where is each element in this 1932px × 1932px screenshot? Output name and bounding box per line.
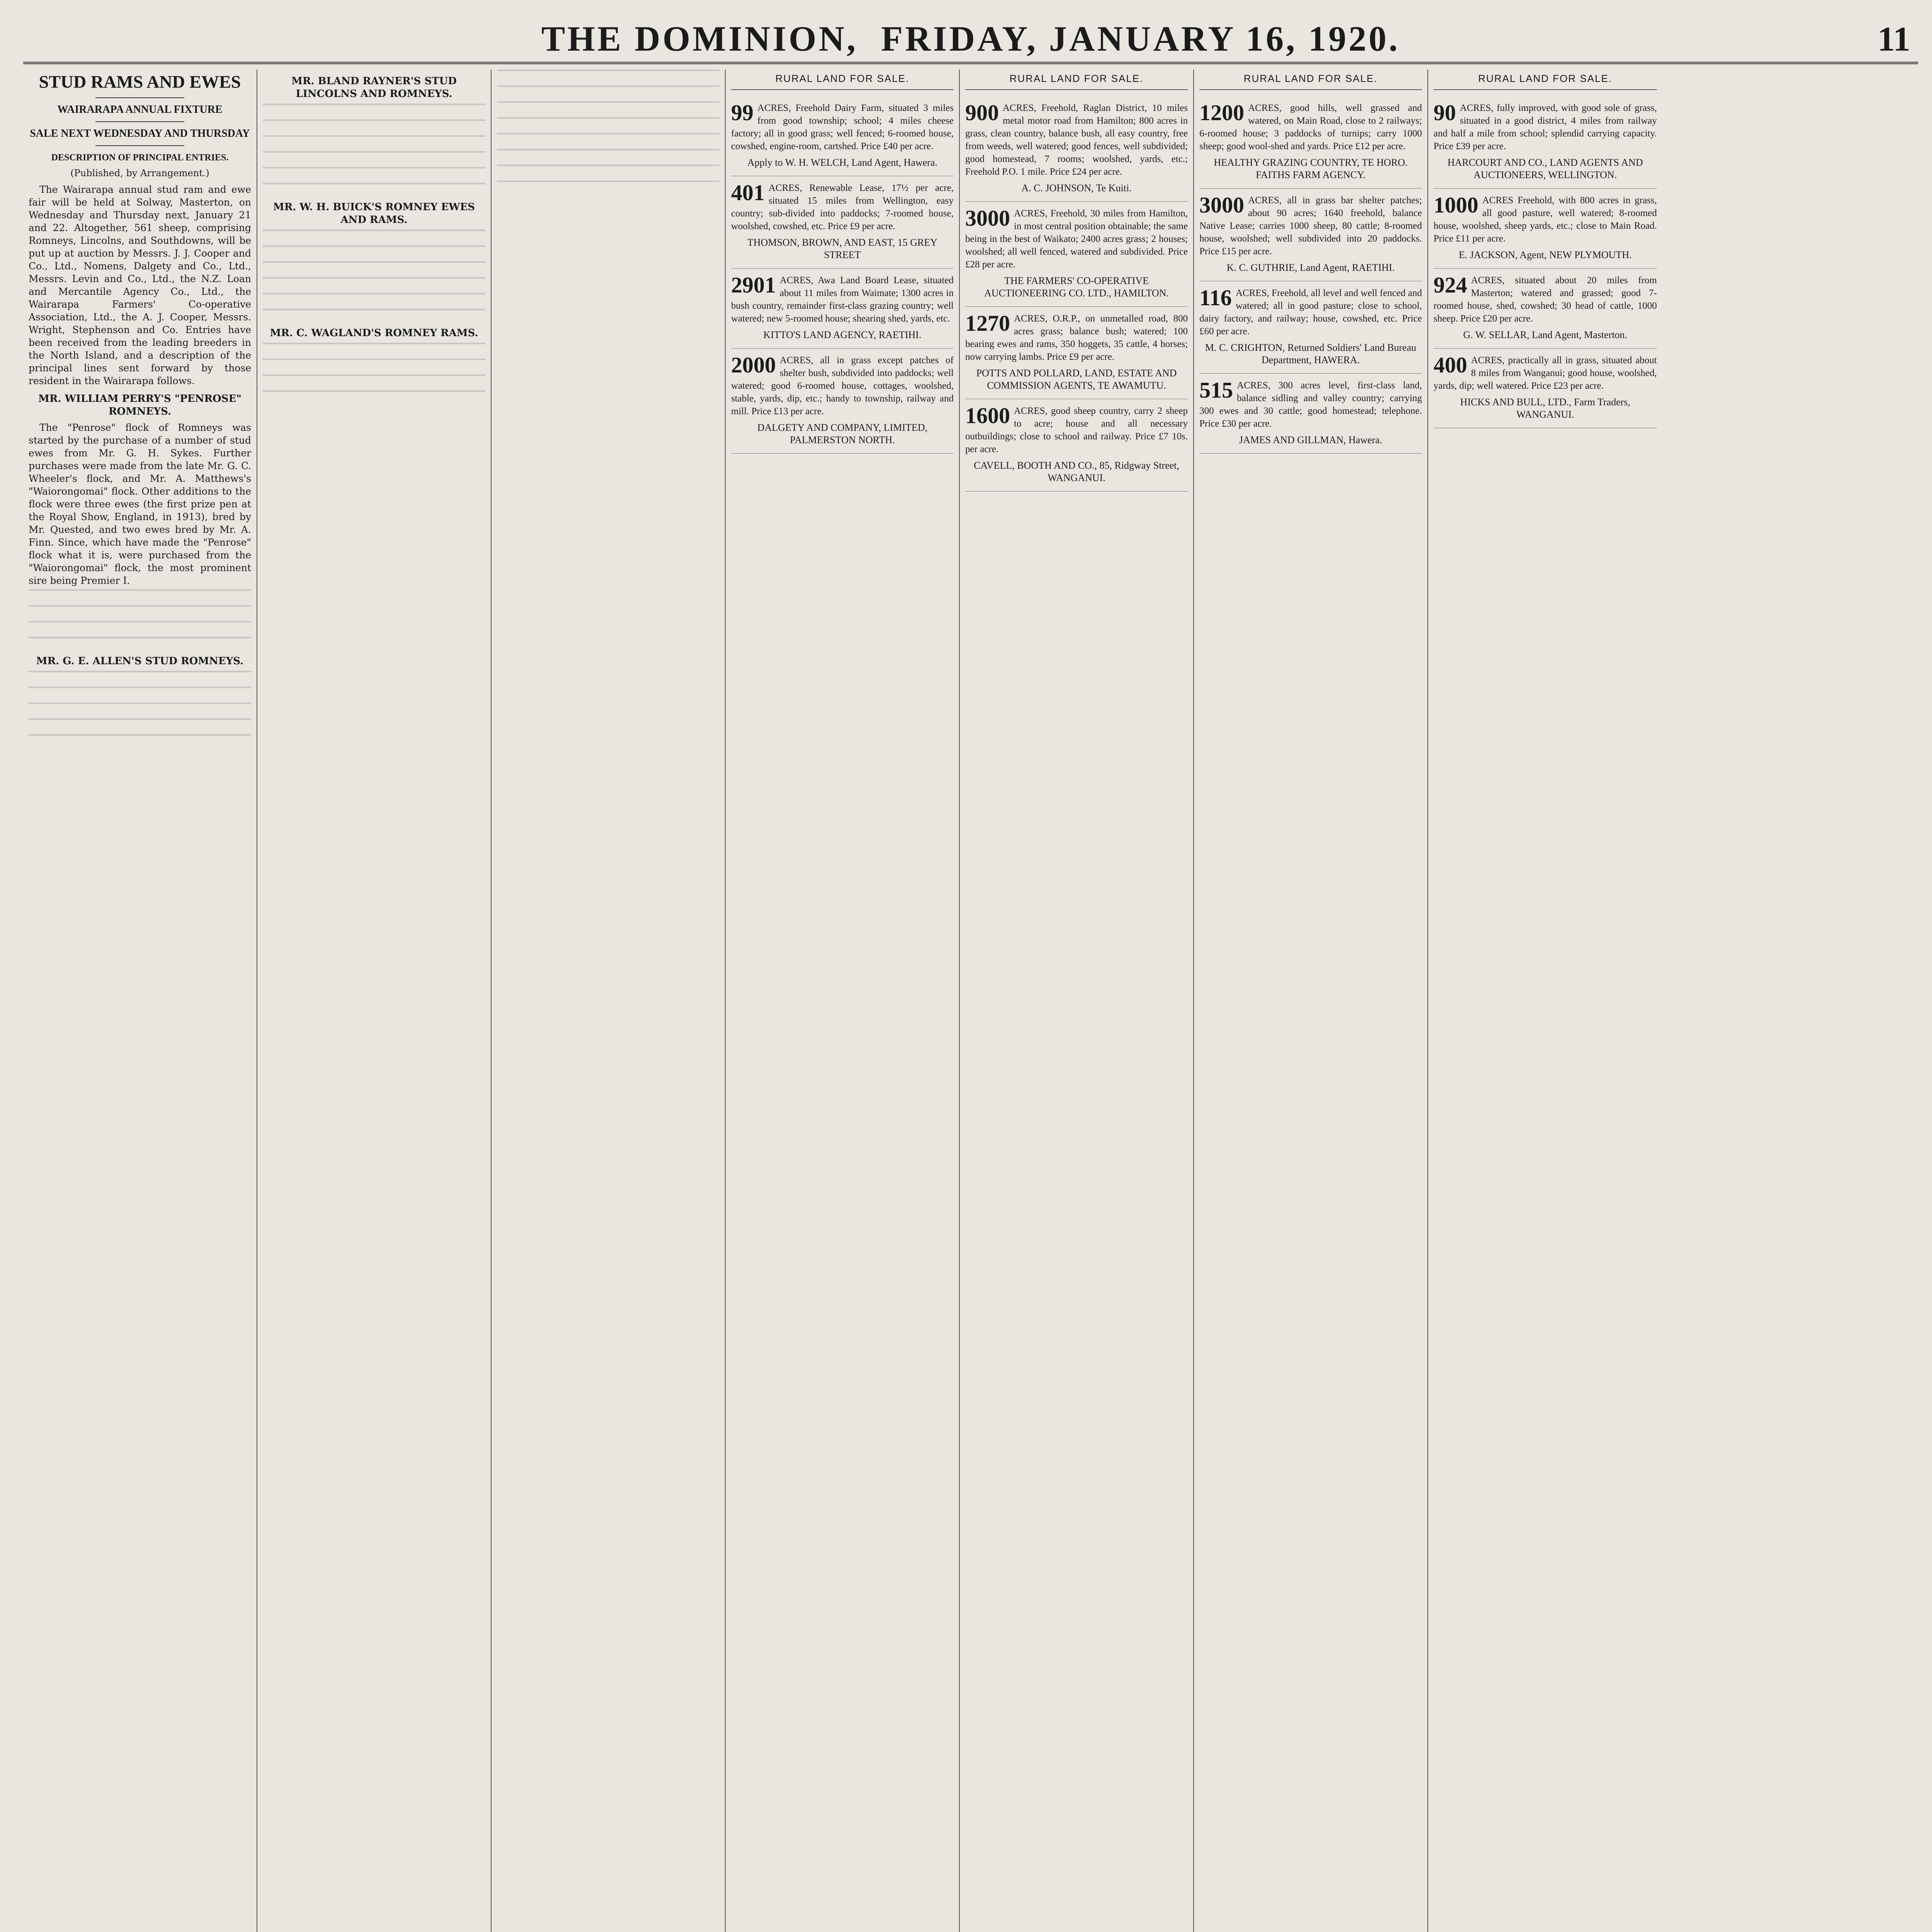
- land-ad: [731, 176, 954, 269]
- masthead-title: [541, 18, 1400, 59]
- land-ad: [731, 349, 954, 454]
- ad-text: ACRES, Freehold, Raglan District, 10 miles metal motor road from Hamilton; 800 acres in grass, clean country, balance bush, all easy country, free from weeds, well watered; good fences, well subdivided; good homestead, 7 rooms; woolshed, yards, etc.; Freehold P.O. 1 mile. Price £24 per acre.: [965, 103, 1188, 177]
- ad-agent: CAVELL, BOOTH AND CO., 85, Ridgway Street, WANGANUI.: [974, 460, 1179, 483]
- ad-acreage: 900: [965, 100, 999, 125]
- masthead: [23, 15, 1918, 64]
- page-columns: [23, 70, 1918, 1932]
- ad-text: ACRES, Awa Land Board Lease, situated about 11 miles from Waimate; 1300 acres in bush country, remainder first-class grazing country; well watered; new 5-roomed house; shearing shed, yards, etc.: [731, 275, 954, 324]
- ad-agent: JAMES AND GILLMAN, Hawera.: [1239, 434, 1383, 446]
- column-heading: RURAL LAND FOR SALE.: [965, 70, 1188, 90]
- ad-text: ACRES, 300 acres level, first-class land, balance sidling and valley country; carrying 300 ewes and 30 cattle; good homestead; telephone. Price £30 per acre.: [1199, 380, 1422, 429]
- ad-text: ACRES, fully improved, with good sole of grass, situated in a good district, 4 miles from railway and half a mile from school; splendid carrying capacity. Price £39 per acre.: [1434, 103, 1657, 151]
- article-subhead: SALE NEXT WEDNESDAY AND THURSDAY: [30, 128, 250, 139]
- land-ad: [1434, 189, 1657, 269]
- land-ad: [1434, 349, 1657, 428]
- ad-agent: KITTO'S LAND AGENCY, RAETIHI.: [763, 329, 922, 340]
- paper-name: THE DOMINION,: [541, 19, 858, 58]
- article-section-heading: MR. WILLIAM PERRY'S "PENROSE" ROMNEYS.: [38, 393, 242, 417]
- ad-acreage: 116: [1199, 285, 1232, 310]
- article-continuation-column-2: [492, 70, 726, 1932]
- article-section-heading: MR. W. H. BUICK'S ROMNEY EWES AND RAMS.: [273, 201, 475, 226]
- newspaper-page: [23, 15, 1918, 1932]
- article-continuation-column: [257, 70, 492, 1932]
- land-ad: [1199, 96, 1422, 189]
- ad-acreage: 400: [1434, 352, 1467, 378]
- ad-text: ACRES, good hills, well grassed and watered, on Main Road, close to 2 railways; 6-roomed house; 3 paddocks of turnips; carry 1000 sheep; good wool-shed and yards. Price £12 per acre.: [1199, 103, 1422, 151]
- ad-acreage: 2901: [731, 272, 776, 298]
- ad-acreage: 515: [1199, 378, 1233, 403]
- classified-column-4: [1428, 70, 1662, 1932]
- ad-agent: M. C. CRIGHTON, Returned Soldiers' Land Bureau Department, HAWERA.: [1205, 342, 1417, 366]
- ad-agent: THOMSON, BROWN, AND EAST, 15 GREY STREET: [747, 237, 938, 260]
- ad-agent: Apply to W. H. WELCH, Land Agent, Hawera.: [747, 157, 937, 168]
- page-number: 11: [1877, 20, 1910, 58]
- ad-agent: POTTS AND POLLARD, LAND, ESTATE AND COMMISSION AGENTS, TE AWAMUTU.: [976, 367, 1177, 391]
- ad-acreage: 401: [731, 180, 765, 205]
- ad-text: ACRES, situated about 20 miles from Masterton; watered and grassed; good 7-roomed house, shed, cowshed; 30 head of cattle, 1000 sheep. Price £20 per acre.: [1434, 275, 1657, 324]
- column-heading: RURAL LAND FOR SALE.: [1434, 70, 1657, 90]
- ad-agent: THE FARMERS' CO-OPERATIVE AUCTIONEERING CO. LTD., HAMILTON.: [984, 275, 1169, 299]
- ad-acreage: 1200: [1199, 100, 1244, 125]
- ad-acreage: 1270: [965, 311, 1010, 336]
- article-continuation: [263, 75, 485, 403]
- land-ad: [731, 269, 954, 349]
- classified-column-1: [726, 70, 960, 1932]
- column-heading: RURAL LAND FOR SALE.: [731, 70, 954, 90]
- land-ad: [731, 96, 954, 176]
- ad-text: ACRES, all in grass except patches of shelter bush, subdivided into paddocks; well watered; good 6-roomed house, cottages, woolshed, stable, yards, dip, etc.; handy to township, railway and mill. Price £13 per acre.: [731, 355, 954, 417]
- ad-agent: HEALTHY GRAZING COUNTRY, TE HORO. FAITHS FARM AGENCY.: [1214, 157, 1408, 180]
- ad-agent: G. W. SELLAR, Land Agent, Masterton.: [1463, 329, 1628, 340]
- ad-acreage: 3000: [965, 206, 1010, 231]
- land-ad: [965, 202, 1188, 307]
- article-deck: DESCRIPTION OF PRINCIPAL ENTRIES.: [51, 153, 229, 163]
- ad-acreage: 1600: [965, 403, 1010, 428]
- land-ad: [1434, 269, 1657, 349]
- article-byline: (Published, by Arrangement.): [70, 168, 209, 179]
- ad-agent: E. JACKSON, Agent, NEW PLYMOUTH.: [1459, 249, 1632, 260]
- ad-text: ACRES, Freehold, 30 miles from Hamilton, in most central position obtainable; the same being in the best of Waikato; 2400 acres grass; 2 houses; woolshed; all well fenced, watered and subdivided. Price £28 per acre.: [965, 208, 1188, 270]
- ad-text: ACRES, O.R.P., on unmetalled road, 800 acres grass; balance bush; watered; 100 bearing ewes and rams, 350 hoggets, 35 cattle, 4 horses; now carrying lambs. Price £9 per acre.: [965, 313, 1188, 362]
- ad-acreage: 3000: [1199, 192, 1244, 218]
- land-ad: [1434, 96, 1657, 189]
- land-ad: [1199, 189, 1422, 281]
- ad-acreage: 924: [1434, 272, 1467, 298]
- ad-agent: HARCOURT AND CO., LAND AGENTS AND AUCTIONEERS, WELLINGTON.: [1447, 157, 1643, 180]
- ad-acreage: 1000: [1434, 192, 1478, 218]
- article-body: [29, 183, 251, 747]
- ad-agent: K. C. GUTHRIE, Land Agent, RAETIHI.: [1226, 262, 1395, 273]
- article-column: [23, 70, 257, 1932]
- land-ad: [1199, 281, 1422, 374]
- ad-agent: DALGETY AND COMPANY, LIMITED, PALMERSTON NORTH.: [757, 422, 928, 446]
- ad-text: ACRES, Freehold Dairy Farm, situated 3 miles from good township; school; 4 miles cheese factory; all in good grass; well fenced; 6-roomed house, cowshed, engine-room, cartshed. Price £40 per acre.: [731, 103, 954, 151]
- land-ad: [965, 399, 1188, 492]
- article-headline: STUD RAMS AND EWES: [39, 72, 241, 92]
- article-section-heading: MR. C. WAGLAND'S ROMNEY RAMS.: [270, 327, 478, 339]
- ad-text: ACRES, Freehold, all level and well fenced and watered; all in good pasture; close to school, dairy factory, and railway; house, cowshed, etc. Price £60 per acre.: [1199, 288, 1422, 337]
- article-section-heading: MR. BLAND RAYNER'S STUD LINCOLNS AND ROMNEYS.: [291, 75, 457, 100]
- ad-text: ACRES Freehold, with 800 acres in grass, all good pasture, well watered; 8-roomed house, woolshed, sheep yards, etc.; close to Main Road. Price £11 per acre.: [1434, 195, 1657, 244]
- ad-agent: A. C. JOHNSON, Te Kuiti.: [1021, 182, 1132, 194]
- ad-text: ACRES, all in grass bar shelter patches; about 90 acres; 1640 freehold, balance Native Lease; carries 1000 sheep, 80 cattle; 8-roomed house, woolshed; well subdivided into 20 paddocks. Price £15 per acre.: [1199, 195, 1422, 257]
- ad-acreage: 90: [1434, 100, 1456, 125]
- land-ad: [965, 307, 1188, 399]
- ad-text: ACRES, Renewable Lease, 17½ per acre, situated 15 miles from Wellington, easy country; sub-divided into paddocks; 7-roomed house, woolshed, cowshed, etc. Price £9 per acre.: [731, 183, 954, 231]
- article-paragraph: The Wairarapa annual stud ram and ewe fair will be held at Solway, Masterton, on Wednesday and Thursday next, January 21 and 22. Altogether, 561 sheep, comprising Romneys, Lincolns, and Southdowns, will be put up at auction by Messrs. J. J. Cooper and Co., Ltd., Nomens, Dalgety and Co., Ltd., Messrs. Levin and Co., Ltd., the N.Z. Loan and Mercantile Agency Co., Ltd., the Wairarapa Farmers' Co-operative Association, Ltd., the A. J. Cooper, Messrs. Wright, Stephenson and Co. Entries have been received from the leading breeders in the North Island, and a description of the principal lines sent forward by those resident in the Wairarapa follows.: [29, 184, 251, 386]
- issue-date: FRIDAY, JANUARY 16, 1920.: [881, 19, 1400, 58]
- classified-column-3: [1194, 70, 1428, 1932]
- land-ad: [1199, 374, 1422, 454]
- article-kicker: WAIRARAPA ANNUAL FIXTURE: [57, 104, 223, 116]
- article-paragraph: The "Penrose" flock of Romneys was started by the purchase of a number of stud ewes from Mr. G. H. Sykes. Further purchases were made from the late Mr. G. C. Wheeler's flock, and Mr. A. Matthews's "Waiorongomai" flock. Other additions to the flock were three ewes (the first prize pen at the Royal Show, England, in 1913), bred by Mr. Quested, and two ewes bred by Mr. A. Finn. Since, which have made the "Penrose" flock what it is, were purchased from the "Waiorongomai" flock, the most prominent sire being Premier I.: [29, 422, 251, 586]
- column-heading: RURAL LAND FOR SALE.: [1199, 70, 1422, 90]
- land-ad: [965, 96, 1188, 202]
- ad-text: ACRES, good sheep country, carry 2 sheep to acre; house and all necessary outbuildings; close to school and railway. Price £7 10s. per acre.: [965, 406, 1188, 454]
- ad-acreage: 2000: [731, 352, 776, 378]
- classified-column-2: [960, 70, 1194, 1932]
- ad-text: ACRES, practically all in grass, situated about 8 miles from Wanganui; good house, woolshed, yards, dip; well watered. Price £23 per acre.: [1434, 355, 1657, 391]
- ad-agent: HICKS AND BULL, LTD., Farm Traders, WANGANUI.: [1460, 396, 1631, 420]
- ad-acreage: 99: [731, 100, 753, 125]
- article-section-heading: MR. G. E. ALLEN'S STUD ROMNEYS.: [36, 655, 244, 667]
